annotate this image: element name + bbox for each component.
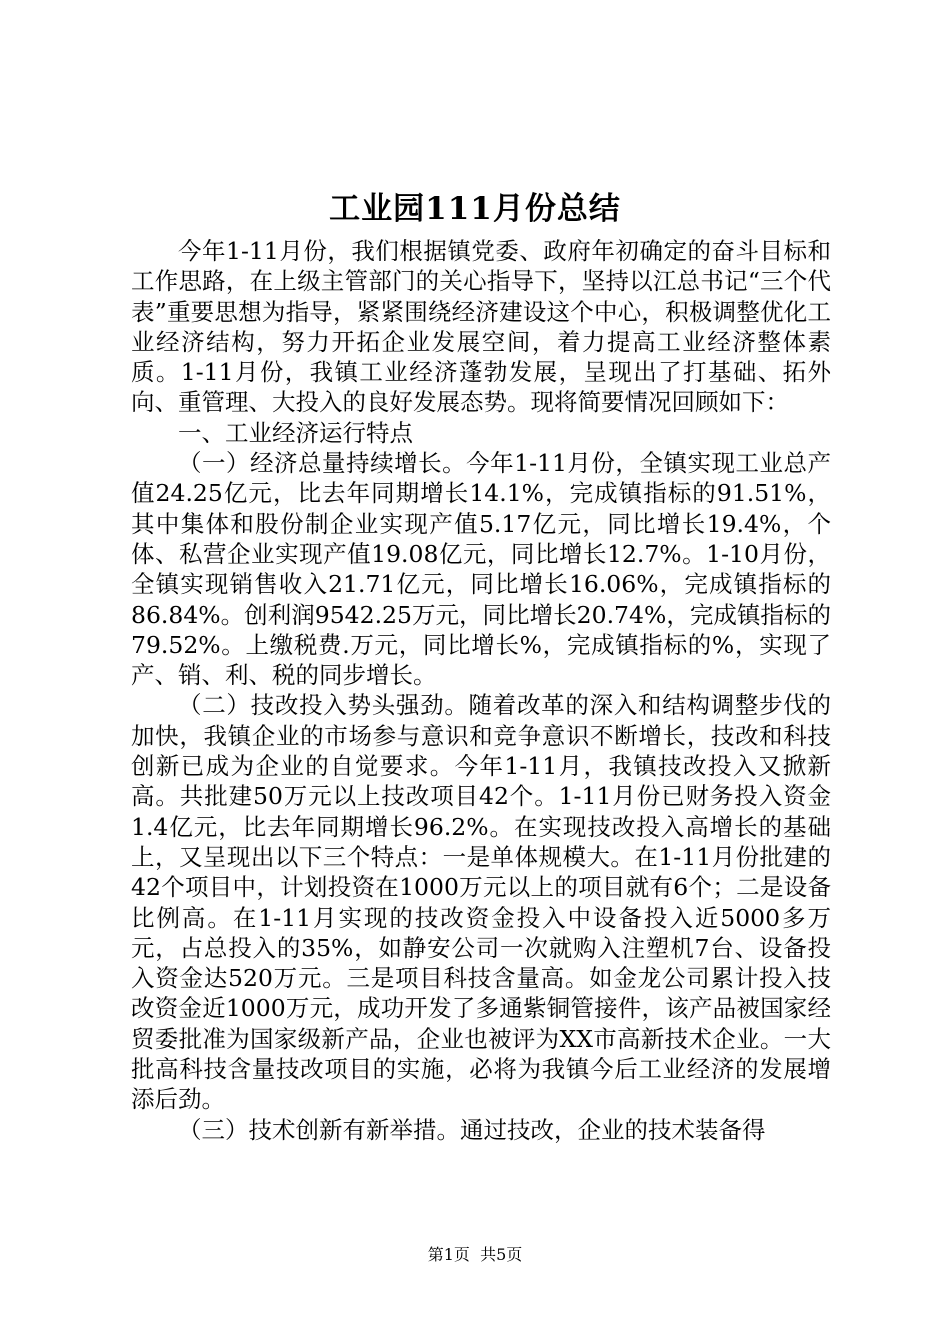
document-body: [131, 236, 831, 1145]
page-footer: [0, 1243, 950, 1267]
page-number: 第1页: [427, 1245, 470, 1264]
paragraph-tech-innovation: （三）技术创新有新举措。通过技改，企业的技术装备得: [178, 1115, 766, 1144]
paragraph-tech-investment: （二）技改投入势头强劲。随着改革的深入和结构调整步伐的加快，我镇企业的市场参与意识和竞争意识不断增长，技改和科技创新已成为企业的自觉要求。今年1-11月，我镇技改投入又掀新高。共批建50万元以上技改项目42个。1-11月份已财务投入资金1.4亿元，比去年同期增长96.2%。在实现技改投入高增长的基础上，又呈现出以下三个特点：一是单体规模大。在1-11月份批建的42个项目中，计划投资在1000万元以上的项目就有6个；二是设备比例高。在1-11月实现的技改资金投入中设备投入近5000多万元，占总投入的35%，如静安公司一次就购入注塑机7台、设备投入资金达520万元。三是项目科技含量高。如金龙公司累计投入技改资金近1000万元，成功开发了多通紫铜管接件，该产品被国家经贸委批准为国家级新产品，企业也被评为XX市高新技术企业。一大批高科技含量技改项目的实施，必将为我镇今后工业经济的发展增添后劲。: [131, 691, 831, 1114]
paragraph-economic-growth: （一）经济总量持续增长。今年1-11月份，全镇实现工业总产值24.25亿元，比去年同期增长14.1%，完成镇指标的91.51%，其中集体和股份制企业实现产值5.17亿元，同比增长19.4%，个体、私营企业实现产值19.08亿元，同比增长12.7%。1-10月份，全镇实现销售收入21.71亿元，同比增长16.06%，完成镇指标的86.84%。创利润9542.25万元，同比增长20.74%，完成镇指标的79.52%。上缴税费.万元，同比增长%，完成镇指标的%，实现了产、销、利、税的同步增长。: [131, 449, 831, 690]
section-heading-1: 一、工业经济运行特点: [178, 418, 413, 447]
page-total: 共5页: [480, 1245, 523, 1264]
document-title: 工业园111月份总结: [329, 191, 621, 227]
paragraph-intro: 今年1-11月份，我们根据镇党委、政府年初确定的奋斗目标和工作思路，在上级主管部门的关心指导下，坚持以江总书记“三个代表”重要思想为指导，紧紧围绕经济建设这个中心，积极调整优化工业经济结构，努力开拓企业发展空间，着力提高工业经济整体素质。1-11月份，我镇工业经济蓬勃发展，呈现出了打基础、拓外向、重管理、大投入的良好发展态势。现将简要情况回顾如下：: [131, 237, 831, 417]
